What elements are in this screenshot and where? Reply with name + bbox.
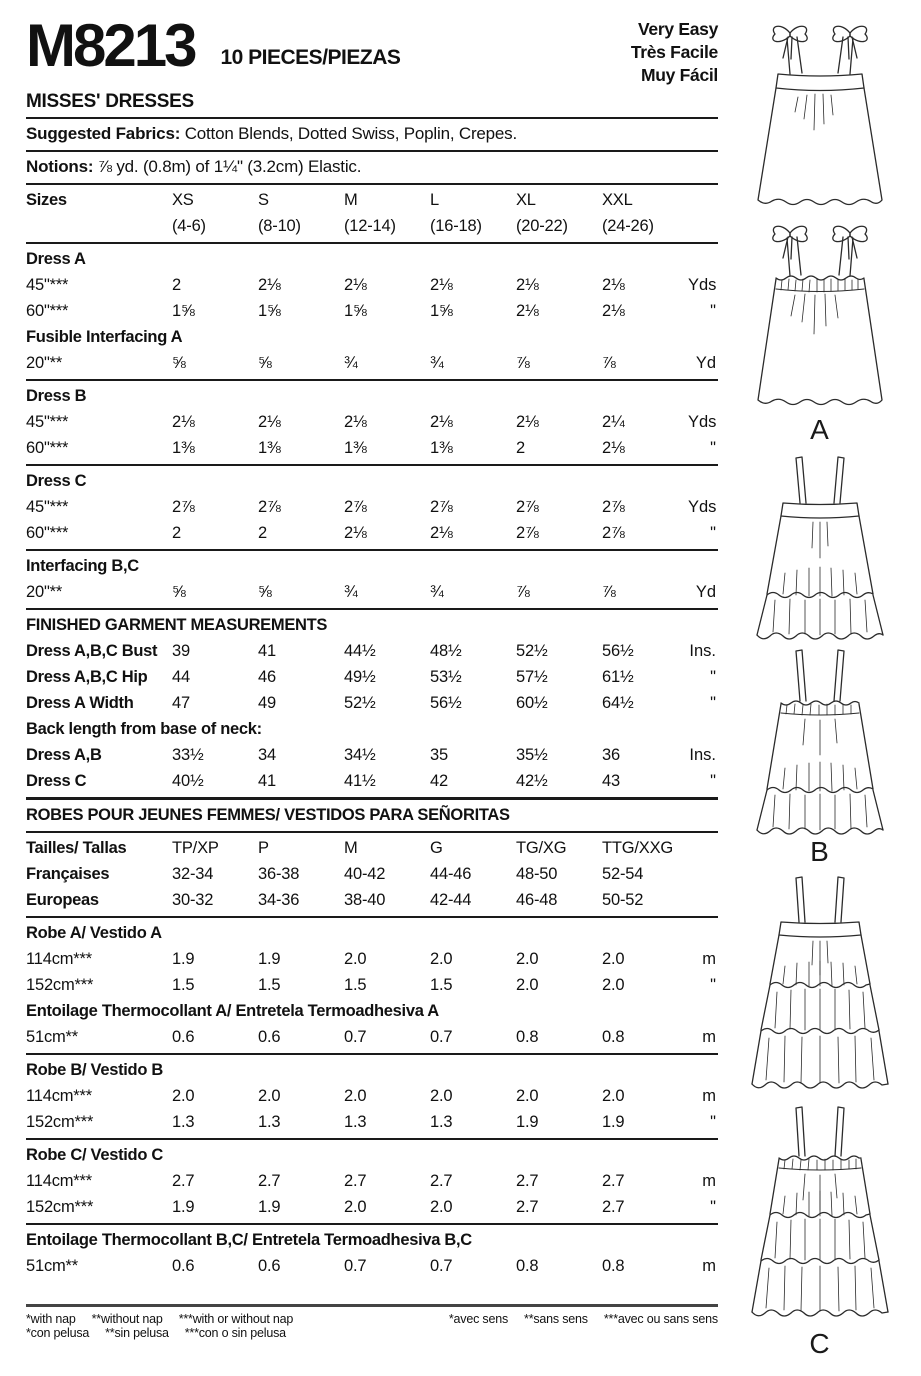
row-value: L xyxy=(430,191,439,210)
footnotes-spanish xyxy=(26,1326,718,1340)
row-value: 2.7 xyxy=(602,1172,625,1191)
row-value: 0.8 xyxy=(516,1028,539,1047)
row-label: 152cm*** xyxy=(26,1198,94,1217)
row-value: 2¼ xyxy=(602,413,625,432)
section-heading: Robe C/ Vestido C xyxy=(26,1146,164,1165)
row-value: 2⅛ xyxy=(516,276,539,295)
row-value: 2⅛ xyxy=(344,276,367,295)
row-value: 40½ xyxy=(172,772,204,791)
row-value: 46-48 xyxy=(516,891,558,910)
row-value: 44-46 xyxy=(430,865,472,884)
table-row xyxy=(26,664,718,690)
row-value: 44½ xyxy=(344,642,376,661)
row-value: 0.8 xyxy=(516,1257,539,1276)
row-value: 0.6 xyxy=(258,1257,281,1276)
row-label: 114cm*** xyxy=(26,950,92,969)
row-unit: Yds xyxy=(688,413,717,432)
row-value: 2⅛ xyxy=(430,524,453,543)
table-section xyxy=(26,381,718,466)
row-value: ⅞ xyxy=(602,354,616,373)
section-heading: Dress B xyxy=(26,387,87,406)
table-row xyxy=(26,520,718,546)
row-value: P xyxy=(258,839,269,858)
row-value: 32-34 xyxy=(172,865,214,884)
table-row xyxy=(26,272,718,298)
row-value: 0.7 xyxy=(344,1028,367,1047)
row-value: TTG/XXG xyxy=(602,839,674,858)
row-label: 60"*** xyxy=(26,524,69,543)
row-value: 0.6 xyxy=(172,1028,195,1047)
row-value: (24-26) xyxy=(602,217,654,236)
row-label: 152cm*** xyxy=(26,976,94,995)
row-value: 41 xyxy=(258,642,276,661)
row-value: 1.5 xyxy=(258,976,281,995)
table-row xyxy=(26,742,718,768)
row-unit: m xyxy=(702,1087,716,1106)
row-value: 1⅜ xyxy=(172,439,195,458)
row-value: 2⅛ xyxy=(172,413,195,432)
row-value: (16-18) xyxy=(430,217,482,236)
row-value: 53½ xyxy=(430,668,462,687)
table-column xyxy=(26,10,718,1376)
footnote-item: ***with or without nap xyxy=(178,1312,294,1327)
row-value: 2.7 xyxy=(602,1198,625,1217)
row-unit xyxy=(688,887,718,913)
row-value: 2.0 xyxy=(344,1198,367,1217)
row-label: 60"*** xyxy=(26,302,69,321)
suggested-fabrics-text: Cotton Blends, Dotted Swiss, Poplin, Crepes. xyxy=(180,124,518,144)
row-value: ⅞ xyxy=(602,583,616,602)
row-unit: Yds xyxy=(688,498,717,517)
row-value: 34 xyxy=(258,746,276,765)
table-section xyxy=(26,466,718,551)
table-row xyxy=(26,579,718,605)
row-label: Dress A,B,C Hip xyxy=(26,668,148,687)
row-value: 2.0 xyxy=(258,1087,281,1106)
row-value: 35 xyxy=(430,746,448,765)
row-value: 1⅜ xyxy=(430,439,453,458)
row-value: M xyxy=(344,191,358,210)
table-section xyxy=(26,610,718,800)
row-value: ¾ xyxy=(430,354,444,373)
row-value: 2⅛ xyxy=(344,413,367,432)
page-title: MISSES' DRESSES xyxy=(26,88,718,119)
row-value: 2⅞ xyxy=(430,498,453,517)
footnote-item: *with nap xyxy=(26,1312,76,1327)
row-value: 1.5 xyxy=(430,976,453,995)
table-row xyxy=(26,638,718,664)
row-value: 49½ xyxy=(344,668,376,687)
row-value: 0.8 xyxy=(602,1028,625,1047)
row-value: 0.7 xyxy=(430,1028,453,1047)
row-unit: Ins. xyxy=(689,746,716,765)
table-row xyxy=(26,409,718,435)
row-value: ⅝ xyxy=(258,354,272,373)
row-value: XXL xyxy=(602,191,633,210)
footnote-item: ***con o sin pelusa xyxy=(184,1326,286,1341)
row-label: 45"*** xyxy=(26,498,69,517)
row-value: 1.3 xyxy=(172,1113,195,1132)
table-row xyxy=(26,1168,718,1194)
table-row xyxy=(26,946,718,972)
row-label: Tailles/ Tallas xyxy=(26,839,127,858)
row-value: 2.7 xyxy=(430,1172,453,1191)
table-row xyxy=(26,1024,718,1050)
row-value: 2⅛ xyxy=(258,413,281,432)
row-value: 34-36 xyxy=(258,891,300,910)
pieces-count: 10 PIECES/PIEZAS xyxy=(220,46,401,69)
row-value: XS xyxy=(172,191,194,210)
row-unit: m xyxy=(702,950,716,969)
row-value: 1⅝ xyxy=(344,302,367,321)
table-row xyxy=(26,1083,718,1109)
footnotes-line-1 xyxy=(26,1312,718,1326)
row-value: 2.0 xyxy=(430,1198,453,1217)
row-value: 2⅞ xyxy=(172,498,195,517)
table-section xyxy=(26,1225,718,1282)
row-value: (12-14) xyxy=(344,217,396,236)
row-value: 2⅞ xyxy=(602,524,625,543)
row-value: 0.7 xyxy=(430,1257,453,1276)
row-value: 2⅛ xyxy=(258,276,281,295)
table-row xyxy=(26,768,718,794)
dress-c-back-illustration xyxy=(745,1102,895,1330)
row-value: 57½ xyxy=(516,668,548,687)
row-label: Sizes xyxy=(26,191,67,210)
row-label: 20"** xyxy=(26,583,63,602)
row-unit xyxy=(688,213,718,239)
row-value: 39 xyxy=(172,642,190,661)
row-label: 114cm*** xyxy=(26,1172,92,1191)
footnote-item: **without nap xyxy=(91,1312,163,1327)
row-unit: Yd xyxy=(695,583,716,602)
row-value: 49 xyxy=(258,694,276,713)
row-value: 0.6 xyxy=(172,1257,195,1276)
yardage-table xyxy=(26,185,718,1282)
row-value: 2.0 xyxy=(172,1087,195,1106)
row-value: 2⅞ xyxy=(344,498,367,517)
row-unit: " xyxy=(710,524,716,543)
row-label: Dress A,B,C Bust xyxy=(26,642,158,661)
table-section xyxy=(26,185,718,244)
row-value: 1.9 xyxy=(602,1113,625,1132)
row-value: (8-10) xyxy=(258,217,301,236)
row-value: 60½ xyxy=(516,694,548,713)
row-label: Dress A,B xyxy=(26,746,102,765)
section-heading: Robe A/ Vestido A xyxy=(26,924,162,943)
row-unit: " xyxy=(710,976,716,995)
section-heading: Robe B/ Vestido B xyxy=(26,1061,164,1080)
table-section xyxy=(26,1140,718,1225)
table-row xyxy=(26,1253,718,1279)
row-label xyxy=(26,213,172,239)
row-value: 38-40 xyxy=(344,891,386,910)
row-value: ⅝ xyxy=(172,354,186,373)
section-heading: Entoilage Thermocollant A/ Entretela Termoadhesiva A xyxy=(26,1002,439,1021)
row-unit: " xyxy=(710,694,716,713)
row-value: 64½ xyxy=(602,694,634,713)
row-value: 2.7 xyxy=(516,1198,539,1217)
row-value: 2⅞ xyxy=(602,498,625,517)
row-value: (20-22) xyxy=(516,217,568,236)
dress-b-back-illustration xyxy=(745,643,895,838)
row-value: 2.7 xyxy=(258,1172,281,1191)
row-value: 1.5 xyxy=(172,976,195,995)
row-value: 2.7 xyxy=(172,1172,195,1191)
footnotes-french xyxy=(433,1312,718,1326)
row-value: 1.3 xyxy=(430,1113,453,1132)
table-section xyxy=(26,551,718,610)
row-value: 1.9 xyxy=(172,950,195,969)
row-value: 2⅞ xyxy=(258,498,281,517)
row-value: 1⅜ xyxy=(258,439,281,458)
row-value: 0.8 xyxy=(602,1257,625,1276)
section-heading: Dress A xyxy=(26,250,86,269)
row-value: 56½ xyxy=(602,642,634,661)
row-value: 0.6 xyxy=(258,1028,281,1047)
section-heading: Interfacing B,C xyxy=(26,557,139,576)
table-section xyxy=(26,918,718,1055)
table-row xyxy=(26,350,718,376)
row-value: 2.7 xyxy=(344,1172,367,1191)
table-section xyxy=(26,1055,718,1140)
row-unit: m xyxy=(702,1172,716,1191)
table-row xyxy=(26,861,718,887)
row-unit: Yds xyxy=(688,276,717,295)
row-value: 2.0 xyxy=(430,1087,453,1106)
row-unit xyxy=(688,861,718,887)
row-value: 2⅛ xyxy=(344,524,367,543)
section-heading: Dress C xyxy=(26,472,87,491)
dress-a-back-illustration xyxy=(745,216,895,416)
row-label: 51cm** xyxy=(26,1028,78,1047)
row-value: 2⅛ xyxy=(516,413,539,432)
row-value: TP/XP xyxy=(172,839,219,858)
row-value: 1⅝ xyxy=(258,302,281,321)
row-unit: m xyxy=(702,1257,716,1276)
row-value: 47 xyxy=(172,694,190,713)
row-unit: " xyxy=(710,1198,716,1217)
row-value: 2⅛ xyxy=(430,276,453,295)
row-value: 52½ xyxy=(516,642,548,661)
section-heading: ROBES POUR JEUNES FEMMES/ VESTIDOS PARA SEÑORITAS xyxy=(26,806,510,825)
row-label: Françaises xyxy=(26,865,110,884)
row-value: 48½ xyxy=(430,642,462,661)
row-value: 52½ xyxy=(344,694,376,713)
row-value: 1.9 xyxy=(516,1113,539,1132)
row-value: S xyxy=(258,191,269,210)
row-value: 2.0 xyxy=(602,950,625,969)
row-unit: " xyxy=(710,668,716,687)
notions-line xyxy=(26,152,718,185)
difficulty-en: Very Easy xyxy=(637,19,718,39)
row-value: 1.9 xyxy=(258,950,281,969)
row-value: 2⅞ xyxy=(516,498,539,517)
row-value: 43 xyxy=(602,772,620,791)
table-row xyxy=(26,1109,718,1135)
table-row xyxy=(26,1194,718,1220)
row-value: 1.3 xyxy=(344,1113,367,1132)
row-value: ¾ xyxy=(344,354,358,373)
dress-a-label: A xyxy=(810,414,829,445)
row-value: 2⅞ xyxy=(516,524,539,543)
row-value: 2.7 xyxy=(516,1172,539,1191)
row-value: 2.0 xyxy=(516,1087,539,1106)
row-label: 45"*** xyxy=(26,276,69,295)
row-value: 1.3 xyxy=(258,1113,281,1132)
table-section xyxy=(26,244,718,381)
row-unit xyxy=(688,835,718,861)
dress-b-front-illustration xyxy=(745,448,895,643)
pattern-number: M8213 xyxy=(26,12,195,79)
row-value: 2⅛ xyxy=(602,439,625,458)
table-section xyxy=(26,833,718,918)
row-unit: " xyxy=(710,302,716,321)
row-label: Europeas xyxy=(26,891,99,910)
section-heading: FINISHED GARMENT MEASUREMENTS xyxy=(26,616,328,635)
row-value: ⅞ xyxy=(516,583,530,602)
section-heading: Entoilage Thermocollant B,C/ Entretela Termoadhesiva B,C xyxy=(26,1231,472,1250)
row-value: 2.0 xyxy=(516,976,539,995)
table-row xyxy=(26,887,718,913)
row-value: 2.0 xyxy=(344,1087,367,1106)
table-row xyxy=(26,187,718,213)
row-value: ¾ xyxy=(430,583,444,602)
illustrations-column xyxy=(718,10,921,1376)
dress-c-label: C xyxy=(809,1328,830,1359)
row-value: 2 xyxy=(172,276,181,295)
row-value: 36-38 xyxy=(258,865,300,884)
table-row xyxy=(26,298,718,324)
footnote-item: **sin pelusa xyxy=(105,1326,169,1341)
row-value: 1.9 xyxy=(258,1198,281,1217)
row-value: 36 xyxy=(602,746,620,765)
table-row xyxy=(26,213,718,239)
row-value: 2⅛ xyxy=(516,302,539,321)
row-value: 2.0 xyxy=(602,1087,625,1106)
table-row xyxy=(26,690,718,716)
row-value: 2⅛ xyxy=(430,413,453,432)
row-value: (4-6) xyxy=(172,217,206,236)
table-section xyxy=(26,800,718,833)
masthead xyxy=(26,10,718,86)
section-heading: Back length from base of neck: xyxy=(26,720,262,739)
table-row xyxy=(26,435,718,461)
row-unit: m xyxy=(702,1028,716,1047)
row-label: 152cm*** xyxy=(26,1113,94,1132)
dress-a-front-illustration xyxy=(745,16,895,216)
dress-c-front-illustration xyxy=(745,870,895,1102)
row-unit: " xyxy=(710,439,716,458)
row-value: 2.0 xyxy=(344,950,367,969)
notions-label: Notions: xyxy=(26,157,94,177)
row-value: 0.7 xyxy=(344,1257,367,1276)
footnotes xyxy=(26,1304,718,1340)
row-value: 2⅛ xyxy=(602,302,625,321)
row-value: 40-42 xyxy=(344,865,386,884)
row-value: 1.5 xyxy=(344,976,367,995)
row-value: 46 xyxy=(258,668,276,687)
row-value: 2 xyxy=(172,524,181,543)
row-value: TG/XG xyxy=(516,839,567,858)
row-label: 60"*** xyxy=(26,439,69,458)
row-value: 1⅝ xyxy=(172,302,195,321)
row-unit: Ins. xyxy=(689,642,716,661)
row-value: 2⅛ xyxy=(602,276,625,295)
dress-b-label: B xyxy=(810,836,829,867)
row-value: ⅝ xyxy=(258,583,272,602)
row-value: ¾ xyxy=(344,583,358,602)
row-value: 2.0 xyxy=(430,950,453,969)
row-value: 42-44 xyxy=(430,891,472,910)
row-value: ⅞ xyxy=(516,354,530,373)
row-label: 114cm*** xyxy=(26,1087,92,1106)
row-label: Dress C xyxy=(26,772,87,791)
suggested-fabrics-line xyxy=(26,119,718,152)
row-value: 34½ xyxy=(344,746,376,765)
table-row xyxy=(26,494,718,520)
row-value: 1⅝ xyxy=(430,302,453,321)
table-row xyxy=(26,972,718,998)
row-value: 41½ xyxy=(344,772,376,791)
row-label: Dress A Width xyxy=(26,694,134,713)
row-value: M xyxy=(344,839,358,858)
row-value: 41 xyxy=(258,772,276,791)
row-value: 33½ xyxy=(172,746,204,765)
section-heading: Fusible Interfacing A xyxy=(26,328,183,347)
row-value: 35½ xyxy=(516,746,548,765)
row-label: 20"** xyxy=(26,354,63,373)
row-value: 2.0 xyxy=(516,950,539,969)
footnote-item: ***avec ou sans sens xyxy=(603,1312,718,1327)
row-value: G xyxy=(430,839,443,858)
row-label: 51cm** xyxy=(26,1257,78,1276)
footnote-item: **sans sens xyxy=(524,1312,588,1327)
row-value: 1⅜ xyxy=(344,439,367,458)
row-value: ⅝ xyxy=(172,583,186,602)
row-value: 1.9 xyxy=(172,1198,195,1217)
notions-text: ⅞ yd. (0.8m) of 1¼" (3.2cm) Elastic. xyxy=(93,157,362,177)
row-value: 42 xyxy=(430,772,448,791)
row-value: 52-54 xyxy=(602,865,644,884)
table-row xyxy=(26,835,718,861)
row-value: 30-32 xyxy=(172,891,214,910)
row-value: 2 xyxy=(258,524,267,543)
row-value: 2 xyxy=(516,439,525,458)
row-unit xyxy=(688,187,718,213)
row-value: 48-50 xyxy=(516,865,558,884)
row-unit: Yd xyxy=(695,354,716,373)
row-value: 42½ xyxy=(516,772,548,791)
row-value: 56½ xyxy=(430,694,462,713)
row-label: 45"*** xyxy=(26,413,69,432)
difficulty-fr: Très Facile xyxy=(630,41,718,62)
footnote-item: *con pelusa xyxy=(26,1326,90,1341)
row-value: 44 xyxy=(172,668,190,687)
difficulty-es: Muy Fácil xyxy=(640,64,718,85)
footnote-item: *avec sens xyxy=(448,1312,509,1327)
footnotes-english xyxy=(26,1312,309,1326)
suggested-fabrics-label: Suggested Fabrics: xyxy=(26,124,181,144)
row-value: XL xyxy=(516,191,536,210)
row-value: 61½ xyxy=(602,668,634,687)
row-unit: " xyxy=(710,1113,716,1132)
difficulty-block xyxy=(631,18,718,86)
row-value: 2.0 xyxy=(602,976,625,995)
row-unit: " xyxy=(710,772,716,791)
row-value: 50-52 xyxy=(602,891,644,910)
